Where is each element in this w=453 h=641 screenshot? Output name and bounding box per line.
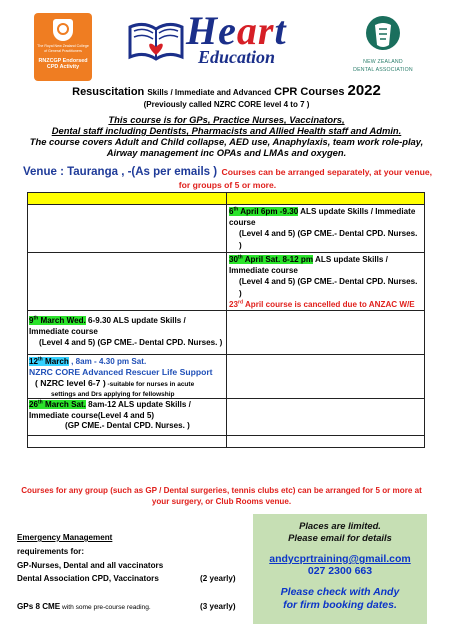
course-date-highlight: 12th March <box>29 356 69 366</box>
check-line-2: for firm booking dates. <box>283 599 397 611</box>
page-subtitle: (Previously called NZRC CORE level 4 to 7 ) <box>143 100 310 109</box>
course-9-march: 9th March Wed. 6-9.30 ALS update Skills / Immediate course (Level 4 and 5) (GP CME.- Dental CPD. Nurses. ) <box>29 315 225 349</box>
course-date-highlight: 30th April Sat. 8-12 pm <box>229 254 314 264</box>
course-cancellation-note: 23rd April course is cancelled due to ANZAC W/E <box>229 299 415 309</box>
course-levels: (Level 4 and 5) (GP CME.- Dental CPD. Nurses. ) <box>39 338 223 348</box>
phone-number[interactable]: 027 2300 663 <box>307 565 373 577</box>
check-line-1: Please check with Andy <box>280 586 400 598</box>
table-col-divider <box>226 192 227 448</box>
course-level-desc: ( NZRC level 6-7 ) -suitable for nurses in acute <box>35 378 195 389</box>
row-divider <box>27 252 425 253</box>
course-30-april: 30th April Sat. 8-12 pm ALS update Skills / Immediate course (Level 4 and 5) (GP CME.- Dental CPD. Nurses. ) 23rd April course is cancelled due to ANZAC W/E <box>229 254 421 310</box>
venue-line <box>20 165 435 191</box>
group-courses-note: Courses for any group (such as GP / Dental surgeries, tennis clubs etc) can be arranged for 5 or more at your surgery, or Club Rooms venue. <box>21 486 422 506</box>
course-heading: NZRC CORE Advanced Rescuer Life Support <box>29 367 213 378</box>
course-date-highlight: 6th April 6pm -9.30 <box>229 206 299 216</box>
venue-note: Courses can be arranged separately, at your venue, for groups of 5 or more. <box>178 167 432 190</box>
table-border-right <box>424 192 425 448</box>
em-line-2: Dental Association CPD, Vaccinators (2 yearly) <box>17 574 236 584</box>
rnzcgp-logo <box>34 13 92 81</box>
em-line-3: GPs 8 CME with some pre-course reading. (3 yearly) <box>17 602 236 612</box>
contact-box <box>253 514 427 624</box>
nzda-emblem-icon <box>365 15 401 55</box>
rnzcgp-crest-icon <box>53 19 73 41</box>
email-prompt: Please email for details <box>288 532 392 543</box>
email-link[interactable]: andycprtraining@gmail.com <box>269 553 411 565</box>
venue-label: Venue : Tauranga , -(As per emails ) <box>23 166 218 178</box>
course-12-march: 12th March , 8am - 4.30 pm Sat. NZRC CORE Advanced Rescuer Life Support ( NZRC level 6-7 ) -suitable for nurses in acute settings and Drs applying for fellowship <box>29 356 225 399</box>
em-requirements: requirements for: <box>17 546 85 556</box>
row-divider <box>27 354 425 355</box>
em-title: Emergency Management <box>17 533 113 542</box>
course-levels: (Level 4 and 5) (GP CME.- Dental CPD. Nurses. ) <box>239 277 418 298</box>
rnzcgp-name: The Royal New Zealand College of General Practitioners <box>37 44 89 53</box>
heart-wordmark: Heart <box>186 8 287 53</box>
education-wordmark: Education <box>198 47 276 67</box>
row-divider <box>27 310 425 311</box>
emergency-management-block <box>17 531 257 615</box>
nzda-line-1: NEW ZEALAND <box>363 59 403 65</box>
nzda-line-2: DENTAL ASSOCIATION <box>353 67 413 73</box>
page-title: Resuscitation Skills / Immediate and Advanced CPR Courses 2022 <box>72 82 381 99</box>
open-book-heart-icon <box>126 17 186 67</box>
course-levels: (Level 4 and 5) (GP CME.- Dental CPD. Nurses. ) <box>239 229 418 250</box>
course-intro: This course is for GPs, Practice Nurses, Vaccinators, Dental staff including Dentists, Pharmacists and Allied Health staff and Admin. The course covers Adult and Child collapse, AED use, Anaphylaxis, team work role-play, Airway management inc OPAs and LMAs and oxygen. <box>29 114 424 158</box>
course-26-march: 26th March Sat. 8am-12 ALS update Skills / Immediate course(Level 4 and 5) (GP CME.- Dental CPD. Nurses. ) <box>29 400 225 432</box>
heart-education-logo <box>126 8 321 75</box>
places-limited: Places are limited. <box>299 520 381 531</box>
em-line-1: GP-Nurses, Dental and all vaccinators <box>17 560 164 570</box>
course-desc: settings and Drs applying for fellowship <box>51 390 175 398</box>
row-divider <box>27 204 425 205</box>
course-levels: (GP CME.- Dental CPD. Nurses. ) <box>65 421 190 430</box>
nzda-logo <box>343 15 423 83</box>
course-6-april: 6th April 6pm -9.30 ALS update Skills / Immediate course (Level 4 and 5) (GP CME.- Dental CPD. Nurses. ) <box>229 206 421 251</box>
schedule-table <box>27 192 425 448</box>
rnzcgp-endorsement: RNZCGP Endorsed CPD Activity <box>38 58 88 71</box>
row-divider <box>27 435 425 436</box>
course-date-highlight: 26th March Sat. <box>29 399 86 409</box>
table-border-left <box>27 192 28 448</box>
course-date-highlight: 9th March Wed. <box>29 315 86 325</box>
